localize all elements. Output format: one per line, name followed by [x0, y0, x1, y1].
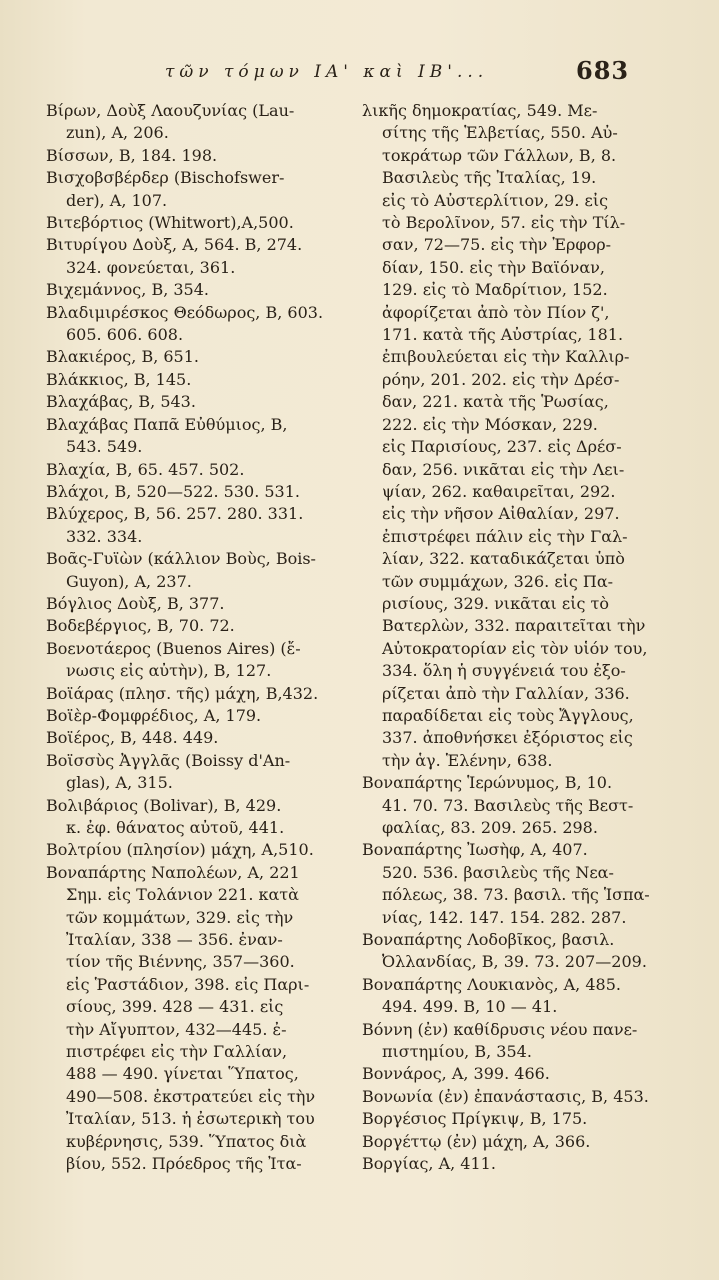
- index-entry-line: 41. 70. 73. Βασιλεὺς τῆς Βεστ-: [382, 795, 634, 815]
- index-entry: [362, 100, 674, 772]
- index-entry-line: Βολιβάριος (Bolivar), Β, 429.: [46, 795, 282, 815]
- index-entry-line: νωσις εἰς αὐτὴν), Β, 127.: [66, 661, 272, 681]
- index-entry: [362, 1019, 674, 1064]
- index-entry-line: κ. ἐφ. θάνατος αὐτοῦ, 441.: [66, 818, 285, 837]
- index-entry-line: 494. 499. Β, 10 — 41.: [382, 997, 558, 1017]
- index-entry-line: Βλύχερος, Β, 56. 257. 280. 331.: [46, 504, 304, 524]
- index-entry-line: δαν, 221. κατὰ τῆς Ῥωσίας,: [382, 392, 609, 412]
- index-entry-line: τίον τῆς Βιέννης, 357—360.: [66, 952, 295, 972]
- index-entry-line: Βλάκκιος, Β, 145.: [46, 369, 192, 389]
- index-entry-line: glas), Α, 315.: [66, 773, 173, 793]
- index-entry-line: νίας, 142. 147. 154. 282. 287.: [382, 907, 627, 927]
- index-entry-line: Βολτρίου (πλησίον) μάχη, Α,510.: [46, 840, 314, 860]
- index-entry: [46, 414, 342, 459]
- index-entry: [362, 1063, 674, 1085]
- index-entry: [362, 1086, 674, 1108]
- index-entry-line: πιστημίου, Β, 354.: [382, 1042, 532, 1062]
- index-entry: [46, 145, 342, 167]
- index-entry-line: Βοϊσσὺς Ἀγγλᾶς (Boissy d'An-: [46, 750, 291, 770]
- index-column-left: [46, 100, 342, 1176]
- index-entry-line: Βόννη (ἐν) καθίδρυσις νέου πανε-: [362, 1019, 638, 1039]
- index-entry-line: 520. 536. βασιλεὺς τῆς Νεα-: [382, 862, 614, 882]
- index-entry: [46, 683, 342, 705]
- index-entry-line: Βλάχοι, Β, 520—522. 530. 531.: [46, 481, 300, 501]
- index-entry-line: ρίζεται ἀπὸ τὴν Γαλλίαν, 336.: [382, 683, 630, 703]
- index-entry-line: Βατερλὼν, 332. παραιτεῖται τὴν: [382, 616, 646, 636]
- index-entry: [46, 279, 342, 301]
- index-entry-line: τῶν συμμάχων, 326. εἰς Πα-: [382, 571, 614, 591]
- index-entry-line: Βοενοτάερος (Buenos Aires) (ἔ-: [46, 638, 301, 658]
- index-entry: [46, 593, 342, 615]
- index-entry-line: 488 — 490. γίνεται Ὕπατος,: [66, 1064, 299, 1084]
- index-entry: [362, 772, 674, 839]
- index-entry-line: Βίρων, Δοὺξ Λαουζυνίας (Lau-: [46, 101, 295, 120]
- index-entry-line: 334. ὅλη ἡ συγγένειά του ἐξο-: [382, 661, 626, 681]
- index-entry-line: Ἰταλίαν, 338 — 356. ἐναν-: [66, 930, 283, 950]
- index-entry-line: ρισίους, 329. νικᾶται εἰς τὸ: [382, 593, 609, 613]
- page-header: [0, 56, 719, 92]
- index-entry: [46, 862, 342, 1176]
- index-entry: [46, 795, 342, 840]
- index-entry: [46, 100, 342, 145]
- index-entry-line: 171. κατὰ τῆς Αὐστρίας, 181.: [382, 325, 624, 345]
- index-entry-line: εἰς Παρισίους, 237. εἰς Δρέσ-: [382, 437, 622, 457]
- index-entry-line: 332. 334.: [66, 526, 143, 546]
- index-entry-line: zun), Α, 206.: [66, 123, 169, 143]
- index-entry-line: Βλαχία, Β, 65. 457. 502.: [46, 459, 245, 479]
- index-entry-line: εἰς Ῥαστάδιον, 398. εἰς Παρι-: [66, 974, 310, 994]
- index-entry: [46, 234, 342, 279]
- index-entry: [46, 503, 342, 548]
- index-entry-line: ἀφορίζεται ἀπὸ τὸν Πίον ζ',: [382, 302, 610, 322]
- index-entry-line: Βοννάρος, Α, 399. 466.: [362, 1064, 550, 1084]
- index-entry-line: σίτης τῆς Ἑλβετίας, 550. Αὐ-: [382, 123, 618, 143]
- index-entry-line: εἰς τὸ Αὐστερλίτιον, 29. εἰς: [382, 190, 609, 210]
- index-entry: [362, 974, 674, 1019]
- index-entry: [46, 459, 342, 481]
- index-entry: [46, 391, 342, 413]
- index-entry-line: Βοργίας, Α, 411.: [362, 1154, 496, 1174]
- index-entry-line: Βοναπάρτης Λοδοβῖκος, βασιλ.: [362, 930, 615, 950]
- index-entry-line: 129. εἰς τὸ Μαδρίτιον, 152.: [382, 280, 608, 300]
- index-entry-line: λίαν, 322. καταδικάζεται ὑπὸ: [382, 549, 625, 569]
- index-entry-line: 490—508. ἐκστρατεύει εἰς τὴν: [66, 1086, 316, 1106]
- index-entry-line: Βλαχάβας Παπᾶ Εὐθύμιος, Β,: [46, 414, 288, 434]
- index-entry-line: Βονωνία (ἐν) ἐπανάστασις, Β, 453.: [362, 1086, 649, 1106]
- index-entry-line: ἐπιβουλεύεται εἰς τὴν Καλλιρ-: [382, 347, 630, 367]
- index-entry-line: τῶν κομμάτων, 329. εἰς τὴν: [66, 907, 294, 927]
- index-entry-line: Βασιλεὺς τῆς Ἰταλίας, 19.: [382, 168, 597, 188]
- index-entry-line: παραδίδεται εἰς τοὺς Ἄγγλους,: [382, 705, 634, 725]
- index-entry-line: σαν, 72—75. εἰς τὴν Ἐρφορ-: [382, 235, 612, 255]
- index-entry-line: Βοᾶς-Γυϊὼν (κάλλιον Βοὺς, Bois-: [46, 549, 316, 569]
- index-entry-line: 543. 549.: [66, 437, 143, 457]
- index-entry-line: Ἰταλίαν, 513. ἡ ἐσωτερικὴ του: [66, 1109, 315, 1129]
- index-entry-line: Βοϊέρος, Β, 448. 449.: [46, 728, 219, 748]
- index-entry: [362, 1108, 674, 1130]
- index-entry: [46, 750, 342, 795]
- index-entry-line: der), Α, 107.: [66, 190, 168, 210]
- index-entry-line: Βοργέττῳ (ἐν) μάχη, Α, 366.: [362, 1131, 591, 1151]
- index-entry-line: κυβέρνησις, 539. Ὕπατος διὰ: [66, 1131, 307, 1151]
- index-entry-line: Βισχοβσβέρδερ (Bischofswer-: [46, 168, 285, 188]
- index-entry-line: δαν, 256. νικᾶται εἰς τὴν Λει-: [382, 459, 625, 479]
- index-entry-line: 337. ἀποθνήσκει ἐξόριστος εἰς: [382, 728, 633, 748]
- index-entry-line: ρόην, 201. 202. εἰς τὴν Δρέσ-: [382, 369, 620, 389]
- index-entry-line: φαλίας, 83. 209. 265. 298.: [382, 818, 598, 837]
- index-entry: [46, 638, 342, 683]
- index-entry-line: Βιτυρίγου Δοὺξ, Α, 564. Β, 274.: [46, 235, 303, 255]
- index-entry: [46, 481, 342, 503]
- index-entry-line: Βιχεμάννος, Β, 354.: [46, 280, 209, 300]
- index-column-right: [362, 100, 674, 1176]
- index-entry-line: Βοναπάρτης Ἰωσὴφ, Α, 407.: [362, 840, 588, 860]
- index-entry-line: Βοργέσιος Πρίγκιψ, Β, 175.: [362, 1109, 588, 1129]
- index-entry-line: Βόγλιος Δοὺξ, Β, 377.: [46, 593, 225, 613]
- index-entry: [362, 1131, 674, 1153]
- index-entry-line: Guyon), Α, 237.: [66, 571, 192, 591]
- index-entry-line: τοκράτωρ τῶν Γάλλων, Β, 8.: [382, 145, 617, 165]
- index-entry-line: ἐπιστρέφει πάλιν εἰς τὴν Γαλ-: [382, 526, 628, 546]
- index-entry-line: σίους, 399. 428 — 431. εἰς: [66, 997, 284, 1017]
- index-entry-line: δίαν, 150. εἰς τὴν Βαϊόναν,: [382, 257, 605, 277]
- index-entry-line: Βλαδιμιρέσκος Θεόδωρος, Β, 603.: [46, 302, 324, 322]
- index-entry: [46, 548, 342, 593]
- index-entry-line: λικῆς δημοκρατίας, 549. Με-: [362, 101, 598, 120]
- index-entry-line: Σημ. εἰς Τολάνιον 221. κατὰ: [66, 885, 299, 905]
- index-entry: [46, 615, 342, 637]
- index-entry: [46, 302, 342, 347]
- index-entry-line: 605. 606. 608.: [66, 325, 184, 345]
- index-entry: [46, 705, 342, 727]
- index-entry: [46, 727, 342, 749]
- index-entry-line: πόλεως, 38. 73. βασιλ. τῆς Ἱσπα-: [382, 885, 650, 905]
- index-entry: [46, 346, 342, 368]
- index-entry: [46, 212, 342, 234]
- index-entry-line: εἰς τὴν νῆσον Αἰθαλίαν, 297.: [382, 504, 620, 524]
- index-entry-line: Βοναπάρτης Λουκιανὸς, Α, 485.: [362, 974, 621, 994]
- index-entry: [46, 167, 342, 212]
- index-entry-line: Βοναπάρτης Ναπολέων, Α, 221: [46, 862, 300, 882]
- index-entry-line: Βοδεβέργιος, Β, 70. 72.: [46, 616, 235, 636]
- index-entry-line: πιστρέφει εἰς τὴν Γαλλίαν,: [66, 1042, 288, 1062]
- index-entry-line: Βλακιέρος, Β, 651.: [46, 347, 199, 367]
- index-entry-line: Ὀλλανδίας, Β, 39. 73. 207—209.: [382, 952, 647, 972]
- index-entry-line: Βοϊάρας (πλησ. τῆς) μάχη, Β,432.: [46, 683, 319, 703]
- index-entry-line: ψίαν, 262. καθαιρεῖται, 292.: [382, 481, 616, 501]
- index-entry-line: τὴν Αἴγυπτον, 432—445. ἐ-: [66, 1019, 287, 1039]
- index-entry-line: Βλαχάβας, Β, 543.: [46, 392, 196, 412]
- index-entry: [362, 1153, 674, 1175]
- page-number: 683: [576, 56, 630, 85]
- running-title: τῶν τόμων ΙΑ' καὶ ΙΒ'...: [165, 62, 489, 82]
- index-entry-line: τὴν ἁγ. Ἑλένην, 638.: [382, 750, 553, 770]
- index-entry: [46, 369, 342, 391]
- index-entry-line: Αὐτοκρατορίαν εἰς τὸν υἱόν του,: [382, 638, 648, 658]
- index-entry-line: Βιτεβόρτιος (Whitwort),Α,500.: [46, 213, 294, 233]
- index-entry: [362, 839, 674, 929]
- index-entry-line: Βίσσων, Β, 184. 198.: [46, 145, 218, 165]
- index-entry: [362, 929, 674, 974]
- index-entry-line: Βοναπάρτης Ἱερώνυμος, Β, 10.: [362, 773, 613, 793]
- index-entry-line: Βοϊὲρ-Φομφρέδιος, Α, 179.: [46, 705, 262, 725]
- index-entry-line: τὸ Βερολῖνον, 57. εἰς τὴν Τίλ-: [382, 213, 626, 233]
- index-entry-line: 324. φονεύεται, 361.: [66, 257, 236, 277]
- index-entry-line: βίου, 552. Πρόεδρος τῆς Ἰτα-: [66, 1154, 302, 1174]
- index-entry: [46, 839, 342, 861]
- index-entry-line: 222. εἰς τὴν Μόσκαν, 229.: [382, 414, 598, 434]
